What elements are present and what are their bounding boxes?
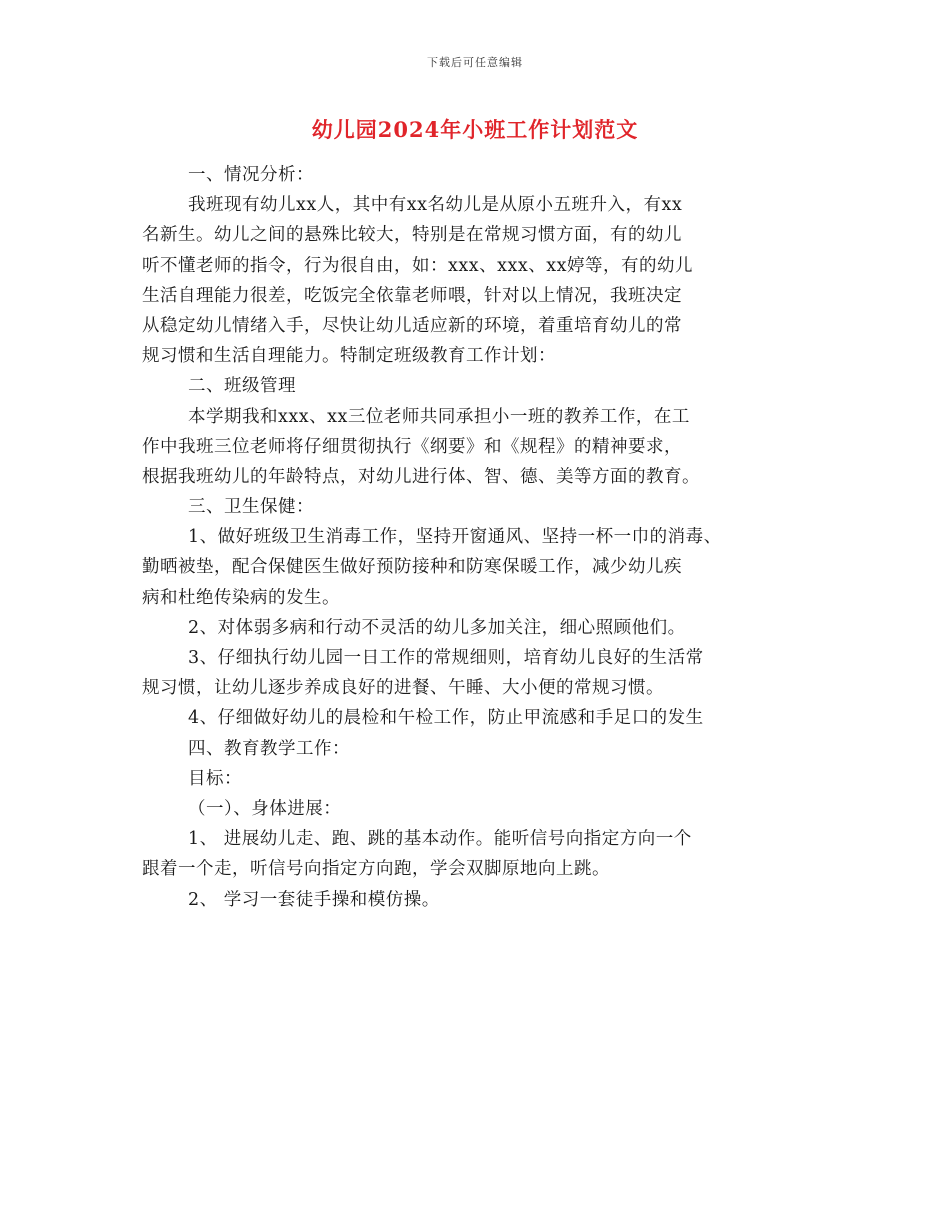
paragraph-line: 听不懂老师的指令，行为很自由，如：xxx、xxx、xx婷等，有的幼儿: [142, 255, 693, 276]
document-title: 幼儿园2024年小班工作计划范文: [311, 117, 639, 142]
paragraph-line: 名新生。幼儿之间的悬殊比较大，特别是在常规习惯方面，有的幼儿: [142, 225, 682, 246]
section-heading-situation: 一、情况分析：: [188, 165, 314, 185]
paragraph-line: 根据我班幼儿的年龄特点，对幼儿进行体、智、德、美等方面的教育。: [142, 466, 700, 487]
list-item-line: 3、仔细执行幼儿园一日工作的常规细则，培育幼儿良好的生活常: [188, 648, 704, 668]
document-body: [142, 160, 842, 915]
paragraph-line: 作中我班三位老师将仔细贯彻执行《纲要》和《规程》的精神要求，: [142, 436, 682, 457]
list-item-line: 规习惯，让幼儿逐步养成良好的进餐、午睡、大小便的常规习惯。: [142, 678, 664, 699]
list-item-line: 2、 学习一套徒手操和模仿操。: [188, 889, 440, 910]
subheading-physical: （一）、身体进展：: [188, 798, 342, 819]
paragraph-line: 本学期我和xxx、xx三位老师共同承担小一班的教养工作，在工: [188, 406, 690, 427]
list-item-line: 4、仔细做好幼儿的晨检和午检工作，防止甲流感和手足口的发生: [188, 708, 704, 729]
page-header-note: 下载后可任意编辑: [427, 56, 523, 69]
list-item-line: 2、对体弱多病和行动不灵活的幼儿多加关注，细心照顾他们。: [188, 617, 686, 638]
paragraph-line: 生活自理能力很差，吃饭完全依靠老师喂，针对以上情况，我班决定: [142, 285, 682, 306]
section-heading-health: 三、卫生保健：: [188, 497, 314, 518]
paragraph-line: 我班现有幼儿xx人，其中有xx名幼儿是从原小五班升入，有xx: [188, 195, 683, 216]
list-item-line: 跟着一个走，听信号向指定方向跑，学会双脚原地向上跳。: [142, 859, 610, 880]
subheading-goals: 目标：: [188, 768, 242, 789]
section-heading-class-management: 二、班级管理: [188, 376, 296, 397]
section-heading-education: 四、教育教学工作：: [188, 738, 350, 759]
paragraph-line: 从稳定幼儿情绪入手，尽快让幼儿适应新的环境，着重培育幼儿的常: [142, 315, 682, 336]
list-item-line: 勤晒被垫，配合保健医生做好预防接种和防寒保暖工作，减少幼儿疾: [142, 557, 682, 578]
list-item-line: 病和杜绝传染病的发生。: [142, 587, 340, 608]
paragraph-line: 规习惯和生活自理能力。特制定班级教育工作计划：: [142, 346, 556, 367]
list-item-line: 1、做好班级卫生消毒工作，坚持开窗通风、坚持一杯一巾的消毒、: [188, 527, 722, 548]
list-item-line: 1、 进展幼儿走、跑、跳的基本动作。能听信号向指定方向一个: [188, 829, 692, 850]
